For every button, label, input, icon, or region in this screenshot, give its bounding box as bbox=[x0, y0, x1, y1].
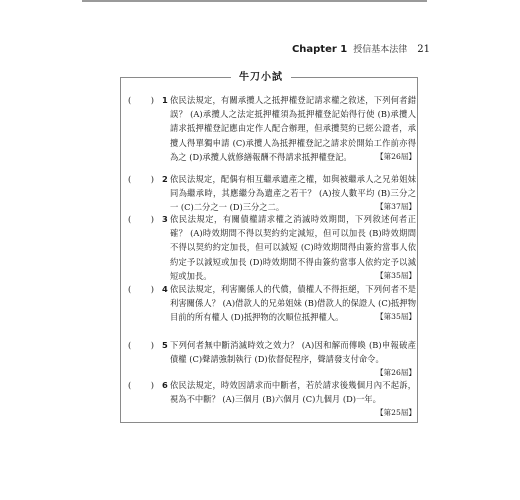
question-source: 【第26屆】 bbox=[375, 368, 416, 378]
paren-close: ) bbox=[150, 95, 154, 105]
top-rule bbox=[82, 0, 427, 2]
chapter-label: Chapter 1 bbox=[291, 44, 348, 55]
answer-blank bbox=[128, 338, 154, 352]
question-number: 6 bbox=[162, 380, 168, 390]
answer-blank bbox=[128, 378, 154, 392]
question-source: 【第35屆】 bbox=[375, 270, 416, 280]
question-text: 依民法規定，配偶有相互繼承遺產之權，如與被繼承人之兄弟姐妹同為繼承時，其應繼分為遺產之若干？ (A)按人數平均 (B)三分之一 (C)二分之一 (D)三分之二。 bbox=[170, 174, 416, 213]
paren-close: ) bbox=[150, 380, 154, 390]
question-source: 【第25屆】 bbox=[375, 408, 416, 418]
question-text: 依民法規定，利害關係人的代償，債權人不得拒絕，下列何者不是利害關係人？ (A)借款人的兄弟姐妹 (B)借款人的保證人 (C)抵押物目前的所有權人 (D)抵押物的次順位抵押權人。 bbox=[170, 284, 416, 323]
paren-close: ) bbox=[150, 174, 154, 184]
paren-open: ( bbox=[128, 340, 132, 350]
answer-blank bbox=[128, 212, 154, 226]
section-title: 牛刀小試 bbox=[231, 68, 291, 83]
answer-blank bbox=[128, 93, 154, 107]
paren-close: ) bbox=[150, 340, 154, 350]
page-number: 21 bbox=[417, 44, 430, 55]
paren-open: ( bbox=[128, 95, 132, 105]
chapter-title: 授信基本法律 bbox=[353, 45, 408, 55]
question-source: 【第37屆】 bbox=[375, 202, 416, 212]
question-text: 依民法規定，有關承攬人之抵押權登記請求權之敘述，下列何者錯誤？ (A)承攬人之法定抵押權須為抵押權登記始得行使 (B)承攬人請求抵押權登記應由定作人配合辦理，但承攬契約已經公證者，承攬人得單獨申請 (C)承攬人為抵押權登記之請求於開始工作前亦得為之 (D)承攬人就修繕報酬不得請求抵押權登記。 bbox=[170, 95, 416, 162]
running-header bbox=[292, 42, 430, 55]
paren-close: ) bbox=[150, 214, 154, 224]
paren-open: ( bbox=[128, 380, 132, 390]
question-source: 【第35屆】 bbox=[375, 312, 416, 322]
question-text: 依民法規定，有關債權請求權之消滅時效期間，下列敘述何者正確？ (A)時效期間不得以契約約定減短，但可以加長 (B)時效期間不得以契約約定加長，但可以減短 (C)時效期間得由簽約當事人依約定予以減短或加長 (D)時效期間不得由簽約當事人依約定予以減短或加長。 bbox=[170, 214, 416, 281]
question-text: 依民法規定，時效因請求而中斷者，若於請求後幾個月內不起訴，視為不中斷？ (A)三個月 (B)六個月 (C)九個月 (D)一年。 bbox=[170, 380, 416, 405]
question-number: 3 bbox=[162, 214, 168, 224]
paren-open: ( bbox=[128, 284, 132, 294]
question-text: 下列何者無中斷消滅時效之效力？ (A)因和解而傳喚 (B)申報破產債權 (C)聲請強制執行 (D)依督促程序，聲請發支付命令。 bbox=[170, 340, 416, 365]
paren-close: ) bbox=[150, 284, 154, 294]
paren-open: ( bbox=[128, 174, 132, 184]
question-number: 1 bbox=[162, 95, 168, 105]
question-source: 【第26屆】 bbox=[375, 151, 416, 161]
question-number: 2 bbox=[162, 174, 168, 184]
question-number: 4 bbox=[162, 284, 168, 294]
paren-open: ( bbox=[128, 214, 132, 224]
answer-blank bbox=[128, 172, 154, 186]
answer-blank bbox=[128, 282, 154, 296]
question-number: 5 bbox=[162, 340, 168, 350]
